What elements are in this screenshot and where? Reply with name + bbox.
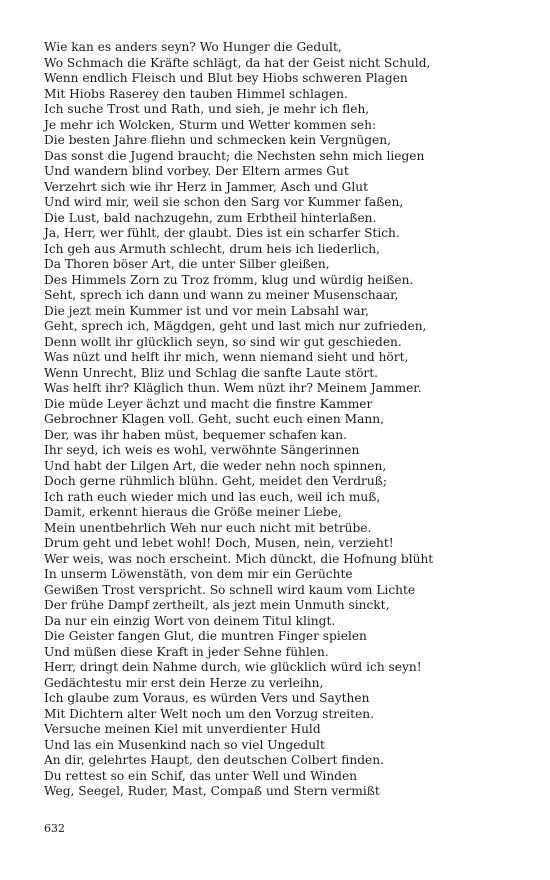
- poem-line: Geht, sprech ich, Mägdgen, geht und last mich nur zufrieden,: [44, 319, 427, 333]
- poem-line: Ich rath euch wieder mich und las euch, weil ich muß,: [44, 489, 381, 504]
- poem-line: Der frühe Dampf zertheilt, als jezt mein Unmuth sinckt,: [44, 598, 390, 612]
- poem-line: Versuche meinen Kiel mit unverdienter Huld: [44, 722, 321, 736]
- poem-line: Gebrochner Klagen voll. Geht, sucht euch einen Mann,: [44, 412, 384, 426]
- page-number: 632: [44, 822, 65, 835]
- poem-line: Damit, erkennt hieraus die Größe meiner Liebe,: [44, 505, 342, 519]
- poem-line: Des Himmels Zorn zu Troz fromm, klug und würdig heißen.: [44, 272, 414, 287]
- poem-line: In unserm Löwenstäth, von dem mir ein Gerüchte: [44, 567, 353, 581]
- poem-line: Und wird mir, weil sie schon den Sarg vor Kummer faßen,: [44, 195, 404, 209]
- poem-line: An dir, gelehrtes Haupt, den deutschen Colbert finden.: [44, 753, 384, 767]
- poem-line: Ich glaube zum Voraus, es würden Vers und Saythen: [44, 691, 370, 705]
- poem-line: Ich suche Trost und Rath, und sieh, je mehr ich fleh,: [44, 102, 370, 116]
- poem-line: Denn wollt ihr glücklich seyn, so sind wir gut geschieden.: [44, 334, 402, 349]
- poem-line: Weg, Seegel, Ruder, Mast, Compaß und Stern vermißt: [44, 784, 380, 798]
- poem-line: Ich geh aus Armuth schlecht, drum heis ich liederlich,: [44, 241, 380, 256]
- poem-line: Da nur ein einzig Wort von deinem Titul klingt.: [44, 613, 336, 628]
- poem-line: Drum geht und lebet wohl! Doch, Musen, nein, verzieht!: [44, 536, 394, 550]
- poem-line: Die Geister fangen Glut, die muntren Finger spielen: [44, 629, 367, 643]
- poem-line: Und habt der Lilgen Art, die weder nehn noch spinnen,: [44, 458, 387, 473]
- poem-line: Die besten Jahre fliehn und schmecken kein Vergnügen,: [44, 133, 391, 147]
- poem-line: Und müßen diese Kraft in jeder Sehne fühlen.: [44, 644, 329, 659]
- poem-line: Mit Dichtern alter Welt noch um den Vorzug streiten.: [44, 706, 375, 721]
- poem-line: Wenn Unrecht, Bliz und Schlag die sanfte Laute stört.: [44, 365, 379, 380]
- poem-line: Ihr seyd, ich weis es wohl, verwöhnte Sängerinnen: [44, 443, 360, 457]
- poem-line: Verzehrt sich wie ihr Herz in Jammer, Asch und Glut: [44, 179, 369, 194]
- poem-line: Da Thoren böser Art, die unter Silber gleißen,: [44, 257, 330, 271]
- poem-line: Wie kan es anders seyn? Wo Hunger die Gedult,: [44, 40, 342, 54]
- poem-line: Seht, sprech ich dann und wann zu meiner Musenschaar,: [44, 288, 399, 302]
- poem-line: Ja, Herr, wer fühlt, der glaubt. Dies ist ein scharfer Stich.: [44, 226, 400, 240]
- poem-line: Der, was ihr haben müst, bequemer schafen kan.: [44, 427, 348, 442]
- poem-line: Wenn endlich Fleisch und Blut bey Hiobs schweren Plagen: [44, 71, 408, 85]
- poem-line: Doch gerne rühmlich blühn. Geht, meidet den Verdruß;: [44, 474, 387, 488]
- poem-line: Die Lust, bald nachzugehn, zum Erbtheil hinterlaßen.: [44, 210, 377, 225]
- poem-line: Mein unentbehrlich Weh nur euch nicht mit betrübe.: [44, 520, 372, 535]
- poem-line: Du rettest so ein Schif, das unter Well und Winden: [44, 768, 358, 783]
- poem-line: Wer weis, was noch erscheint. Mich dünckt, die Hofnung blüht: [44, 551, 434, 566]
- poem-line: Die jezt mein Kummer ist und vor mein Labsahl war,: [44, 303, 370, 318]
- poem-text: [44, 40, 534, 800]
- poem-line: Das sonst die Jugend braucht; die Nechsten sehn mich liegen: [44, 148, 425, 163]
- poem-line: Je mehr ich Wolcken, Sturm und Wetter kommen seh:: [44, 117, 377, 132]
- poem-line: Wo Schmach die Kräfte schlägt, da hat der Geist nicht Schuld,: [44, 55, 431, 70]
- poem-line: Herr, dringt dein Nahme durch, wie glücklich würd ich seyn!: [44, 660, 422, 674]
- poem-line: Und wandern blind vorbey. Der Eltern armes Gut: [44, 164, 349, 178]
- poem-line: Gewißen Trost verspricht. So schnell wird kaum vom Lichte: [44, 582, 416, 597]
- poem-line: Und las ein Musenkind nach so viel Ungedult: [44, 737, 325, 752]
- poem-line: Was helft ihr? Kläglich thun. Wem nüzt ihr? Meinem Jammer.: [44, 381, 422, 395]
- poem-line: Gedächtestu mir erst dein Herze zu verleihn,: [44, 675, 324, 690]
- poem-line: Was nüzt und helft ihr mich, wenn niemand sieht und hört,: [44, 350, 409, 364]
- poem-line: Mit Hiobs Raserey den tauben Himmel schlagen.: [44, 86, 348, 101]
- poem-line: Die müde Leyer ächzt und macht die finstre Kammer: [44, 396, 373, 411]
